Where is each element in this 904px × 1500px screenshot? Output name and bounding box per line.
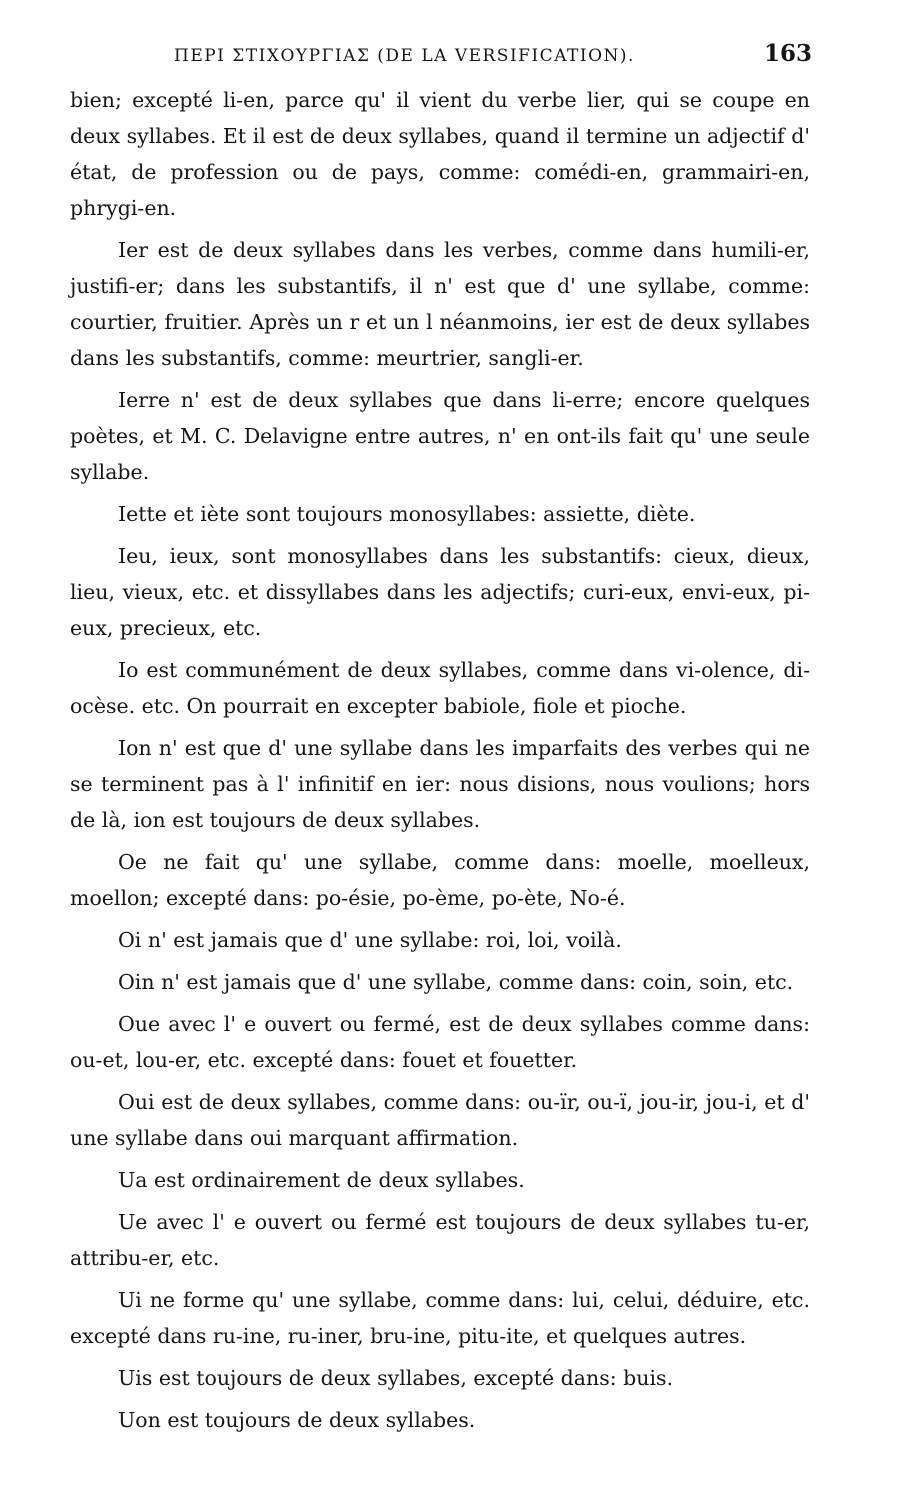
page-header	[70, 36, 812, 76]
paragraph-ion: Ion n' est que d' une syllabe dans les imparfaits des verbes qui ne se terminent pas à l' infinitif en ier: nous disions, nous voulions; hors de là, ion est toujours de deux syllabes.	[70, 736, 810, 832]
paragraph-iette: Iette et iète sont toujours monosyllabes: assiette, diète.	[118, 502, 696, 526]
paragraph-ierre: Ierre n' est de deux syllabes que dans li-erre; encore quelques poètes, et M. C. Delavigne entre autres, n' en ont-ils fait qu' une seule syllabe.	[70, 388, 810, 484]
paragraph-ua: Ua est ordinairement de deux syllabes.	[118, 1168, 525, 1192]
paragraph-oi: Oi n' est jamais que d' une syllabe: roi, loi, voilà.	[118, 928, 622, 952]
paragraph-oin: Oin n' est jamais que d' une syllabe, comme dans: coin, soin, etc.	[118, 970, 794, 994]
paragraph-ieu: Ieu, ieux, sont monosyllabes dans les substantifs: cieux, dieux, lieu, vieux, etc. et dissyllabes dans les adjectifs; curi-eux, envi-eux, pi-eux, precieux, etc.	[70, 544, 810, 640]
paragraph-ue: Ue avec l' e ouvert ou fermé est toujours de deux syllabes tu-er, attribu-er, etc.	[70, 1210, 810, 1270]
paragraph-continuation: bien; excepté li-en, parce qu' il vient du verbe lier, qui se coupe en deux syllabes. Et il est de deux syllabes, quand il termine un adjectif d' état, de profession ou de pays, comme: comédi-en, grammairi-en, phrygi-en.	[70, 88, 810, 220]
body-text	[70, 82, 810, 1438]
page-number: 163	[763, 40, 812, 67]
paragraph-oui: Oui est de deux syllabes, comme dans: ou-ïr, ou-ï, jou-ir, jou-i, et d' une syllabe dans oui marquant affirmation.	[70, 1090, 810, 1150]
paragraph-io: Io est communément de deux syllabes, comme dans vi-olence, di-ocèse. etc. On pourrait en excepter babiole, fiole et pioche.	[70, 658, 810, 718]
paragraph-oue: Oue avec l' e ouvert ou fermé, est de deux syllabes comme dans: ou-et, lou-er, etc. excepté dans: fouet et fouetter.	[70, 1012, 810, 1072]
paragraph-ui: Ui ne forme qu' une syllabe, comme dans: lui, celui, déduire, etc. excepté dans ru-ine, ru-iner, bru-ine, pitu-ite, et quelques autres.	[70, 1288, 810, 1348]
paragraph-oe: Oe ne fait qu' une syllabe, comme dans: moelle, moelleux, moellon; excepté dans: po-ésie, po-ème, po-ète, No-é.	[70, 850, 810, 910]
paragraph-ier: Ier est de deux syllabes dans les verbes, comme dans humili-er, justifi-er; dans les substantifs, il n' est que d' une syllabe, comme: courtier, fruitier. Après un r et un l néanmoins, ier est de deux syllabes dans les substantifs, comme: meurtrier, sangli-er.	[70, 238, 810, 370]
paragraph-uis: Uis est toujours de deux syllabes, excepté dans: buis.	[118, 1366, 674, 1390]
running-head: ΠΕΡΙ ΣΤΙΧΟΥΡΓΙΑΣ (DE LA VERSIFICATION).	[174, 46, 635, 66]
paragraph-uon: Uon est toujours de deux syllabes.	[118, 1408, 476, 1432]
